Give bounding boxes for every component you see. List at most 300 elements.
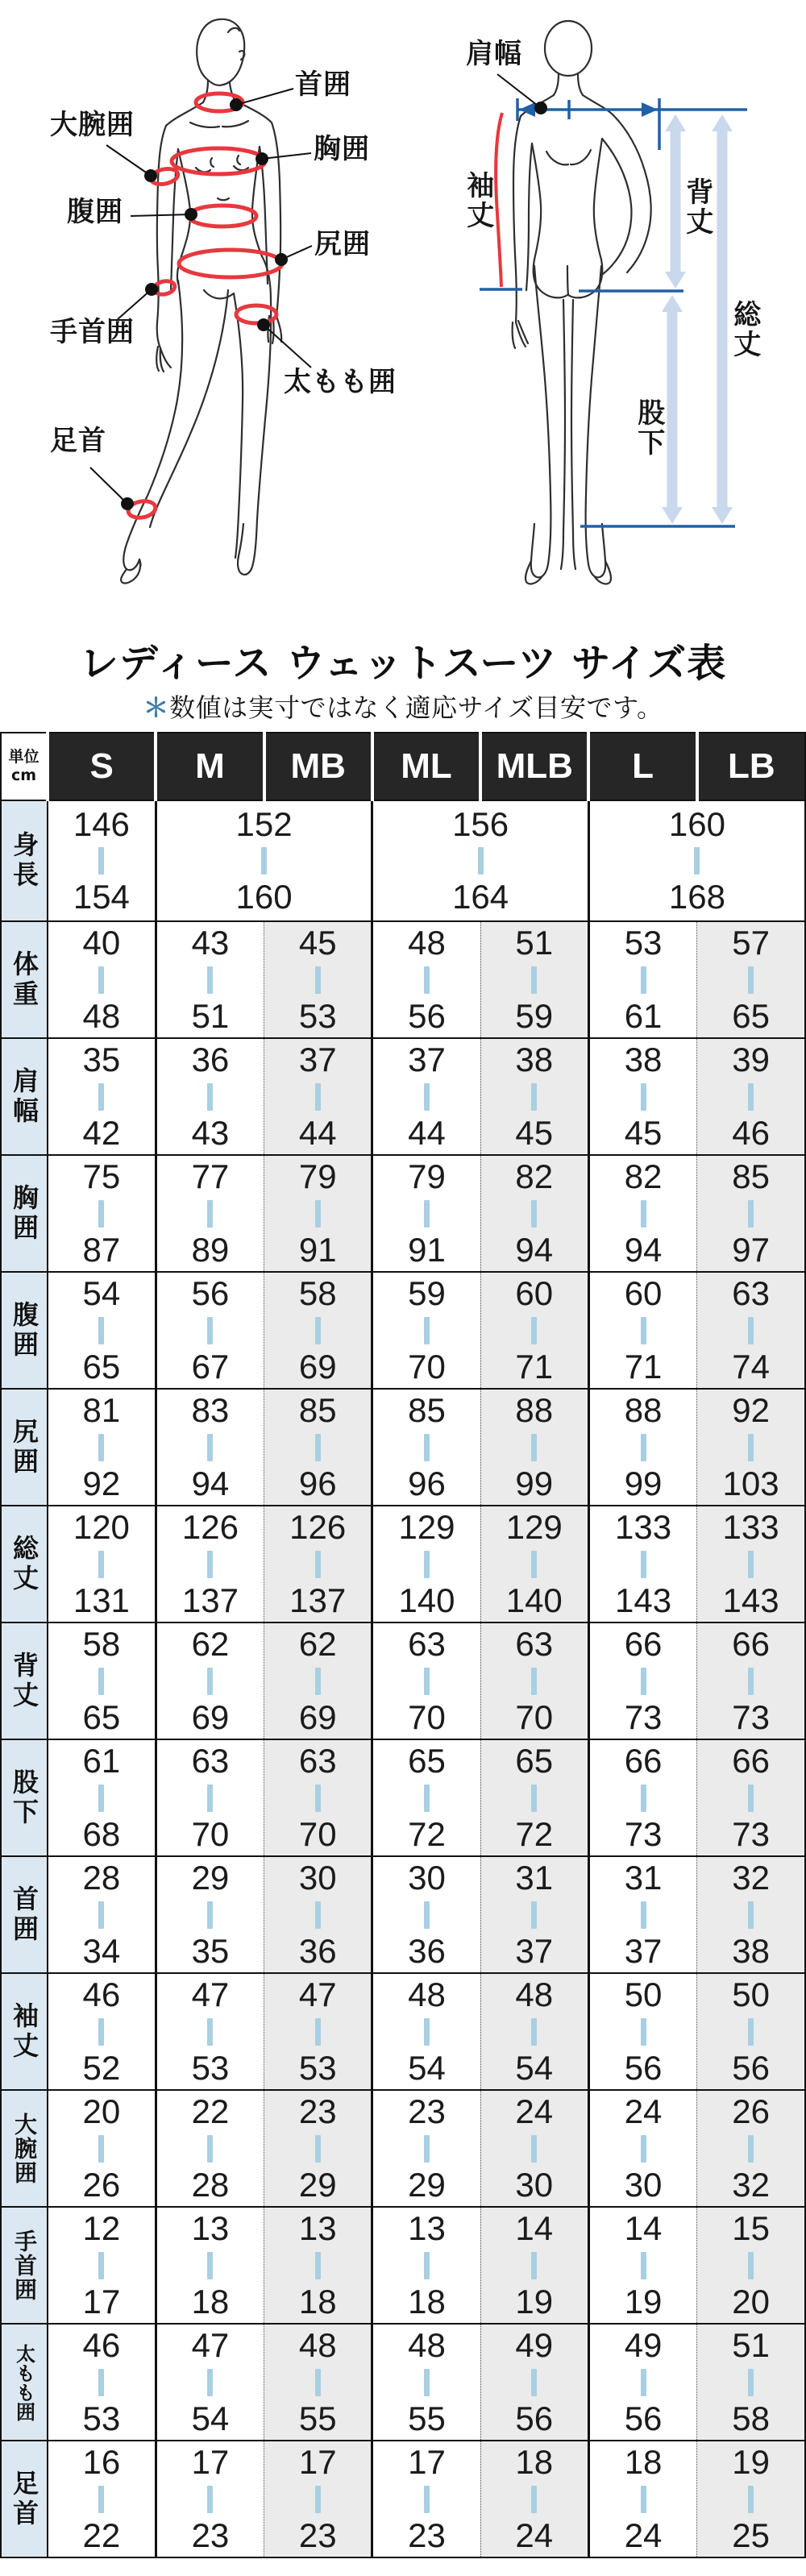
range-max: 54 [515,2048,554,2087]
size-cell-waist-M [156,1272,264,1389]
label-upper-arm-circumference: 大腕囲 [50,109,135,141]
range-separator [531,1083,537,1111]
range-max: 70 [515,1697,554,1736]
range-separator [207,1317,213,1344]
range-max: 53 [191,2048,230,2087]
range-max: 18 [408,2282,446,2320]
range-min: 59 [408,1274,446,1313]
range-min: 24 [624,2092,663,2131]
column-header-LB: LB [697,733,805,800]
row-ankle [1,2441,805,2557]
size-cell-thigh-MLB [480,2324,588,2441]
size-cell-shoulder-width-M [156,1038,264,1155]
row-back-length [1,1622,805,1739]
size-cell-neck-LB [697,1856,805,1973]
size-cell-chest-MB [264,1155,372,1272]
range-max: 58 [732,2399,770,2437]
row-header-total-length: 総丈 [1,1506,48,1622]
range-max: 42 [82,1113,121,1152]
range-max: 89 [191,1230,230,1269]
range-separator [748,2369,754,2396]
range-separator [748,1785,754,1812]
range-separator [98,1083,104,1111]
range-max: 51 [191,996,230,1035]
size-cell-total-length-MB [264,1506,372,1622]
size-cell-neck-MLB [480,1856,588,1973]
range-separator [748,1317,754,1344]
row-header-neck: 首囲 [1,1856,48,1973]
size-cell-waist-MB [264,1272,372,1389]
range-separator [748,966,754,994]
range-min: 88 [624,1391,663,1430]
range-min: 126 [289,1508,347,1547]
size-cell-height-S [48,800,156,921]
row-header-height: 身長 [1,800,48,921]
range-max: 37 [515,1931,554,1970]
range-separator [531,2369,537,2396]
unit-label-bottom: cm [10,767,37,784]
label-chest-circumference: 胸囲 [314,133,370,165]
range-min: 30 [298,1859,337,1897]
range-separator [694,847,700,875]
size-cell-wrist-MB [264,2207,372,2324]
size-cell-back-length-L [588,1622,696,1739]
range-separator [478,847,484,875]
range-separator [315,966,321,994]
range-min: 62 [298,1625,337,1664]
size-cell-thigh-M [156,2324,264,2441]
range-separator [207,966,213,994]
row-header-chest: 胸囲 [1,1155,48,1272]
range-min: 83 [191,1391,230,1430]
range-max: 96 [408,1464,446,1502]
range-min: 79 [408,1157,446,1196]
range-min: 40 [82,924,121,962]
range-min: 79 [298,1157,337,1196]
measurement-diagrams [0,0,806,611]
unit-cell [1,733,48,800]
range-separator [98,2486,104,2513]
range-max: 72 [408,1814,446,1853]
range-min: 65 [515,1742,554,1780]
range-min: 30 [408,1859,446,1897]
range-separator [641,2369,646,2396]
range-min: 85 [298,1391,337,1430]
range-max: 73 [732,1814,770,1853]
range-separator [315,1668,321,1695]
range-max: 43 [191,1113,230,1152]
range-max: 46 [732,1113,770,1152]
range-min: 82 [624,1157,663,1196]
size-cell-thigh-LB [697,2324,805,2441]
range-min: 47 [191,1976,230,2014]
range-separator [531,2018,537,2046]
range-max: 17 [82,2282,121,2320]
range-min: 47 [298,1976,337,2014]
range-min: 66 [732,1742,770,1780]
range-max: 56 [732,2048,770,2087]
size-cell-sleeve-length-L [588,1973,696,2090]
range-min: 50 [732,1976,770,2014]
range-max: 73 [624,1814,663,1853]
range-max: 28 [191,2165,230,2204]
range-max: 45 [624,1113,663,1152]
size-cell-shoulder-width-LB [697,1038,805,1155]
range-separator [315,1200,321,1228]
size-cell-back-length-MLB [480,1622,588,1739]
range-max: 30 [624,2165,663,2204]
range-min: 156 [452,804,509,843]
range-separator [531,1668,537,1695]
range-min: 61 [82,1742,121,1780]
range-min: 63 [515,1625,554,1664]
size-cell-upper-arm-S [48,2090,156,2207]
row-waist [1,1272,805,1389]
size-cell-waist-S [48,1272,156,1389]
size-cell-ankle-ML [372,2441,480,2557]
size-cell-chest-LB [697,1155,805,1272]
range-min: 58 [298,1274,337,1313]
size-cell-chest-M [156,1155,264,1272]
range-separator [531,1785,537,1812]
range-min: 54 [82,1274,121,1313]
range-separator [641,1551,646,1578]
range-max: 30 [515,2165,554,2204]
range-separator [98,847,104,875]
size-cell-upper-arm-LB [697,2090,805,2207]
column-header-MLB: MLB [480,733,588,800]
range-separator [748,2135,754,2163]
range-max: 71 [515,1347,554,1386]
range-max: 19 [624,2282,663,2320]
range-separator [641,966,646,994]
range-max: 70 [191,1814,230,1853]
range-min: 48 [515,1976,554,2014]
range-separator [424,2018,430,2046]
size-cell-weight-MB [264,921,372,1038]
range-max: 45 [515,1113,554,1152]
range-max: 87 [82,1230,121,1269]
range-min: 57 [732,924,770,962]
range-min: 66 [624,1625,663,1664]
range-max: 24 [515,2516,554,2554]
range-min: 46 [82,2326,121,2365]
range-max: 143 [615,1581,672,1619]
range-min: 12 [82,2209,121,2248]
range-max: 56 [408,996,446,1035]
size-cell-upper-arm-L [588,2090,696,2207]
size-cell-upper-arm-MLB [480,2090,588,2207]
range-separator [315,2018,321,2046]
size-cell-neck-ML [372,1856,480,1973]
range-separator [315,2252,321,2279]
range-min: 56 [191,1274,230,1313]
size-cell-weight-ML [372,921,480,1038]
range-max: 23 [298,2516,337,2554]
size-cell-sleeve-length-MLB [480,1973,588,2090]
size-cell-ankle-MLB [480,2441,588,2557]
sleeve-length-line [496,113,502,287]
size-cell-weight-M [156,921,264,1038]
range-separator [748,2252,754,2279]
range-min: 18 [624,2443,663,2482]
range-min: 45 [298,924,337,962]
range-separator [98,2018,104,2046]
size-cell-ankle-S [48,2441,156,2557]
range-separator [748,1901,754,1929]
size-cell-upper-arm-MB [264,2090,372,2207]
range-separator [531,1551,537,1578]
size-cell-total-length-L [588,1506,696,1622]
range-separator [424,2252,430,2279]
range-separator [98,1901,104,1929]
range-min: 31 [624,1859,663,1897]
range-max: 65 [82,1697,121,1736]
range-min: 36 [191,1041,230,1079]
range-min: 92 [732,1391,770,1430]
row-shoulder-width [1,1038,805,1155]
size-cell-back-length-S [48,1622,156,1739]
range-max: 67 [191,1347,230,1386]
range-min: 63 [191,1742,230,1780]
range-max: 91 [298,1230,337,1269]
range-separator [207,2018,213,2046]
range-separator [98,1317,104,1344]
range-min: 152 [235,804,293,843]
range-separator [641,2135,646,2163]
range-separator [424,2135,430,2163]
range-separator [531,1901,537,1929]
row-thigh [1,2324,805,2441]
size-cell-shoulder-width-MB [264,1038,372,1155]
range-min: 26 [732,2092,770,2131]
range-max: 164 [452,878,509,916]
size-cell-height-M-MB [156,800,372,921]
range-separator [531,2135,537,2163]
range-separator [424,966,430,994]
range-separator [748,1200,754,1228]
range-max: 143 [722,1581,779,1619]
label-inseam: 股下 [632,398,665,458]
size-cell-hip-ML [372,1389,480,1506]
row-hip [1,1389,805,1506]
measure-lines-blue [480,98,747,526]
range-separator [315,1551,321,1578]
range-separator [641,2018,646,2046]
range-min: 50 [624,1976,663,2014]
size-cell-sleeve-length-S [48,1973,156,2090]
range-max: 56 [515,2399,554,2437]
range-max: 69 [298,1347,337,1386]
unit-label-top: 単位 [8,748,39,767]
row-header-waist: 腹囲 [1,1272,48,1389]
range-max: 29 [298,2165,337,2204]
row-header-inseam: 股下 [1,1739,48,1856]
size-cell-neck-M [156,1856,264,1973]
size-cell-wrist-ML [372,2207,480,2324]
range-separator [207,1668,213,1695]
range-max: 34 [82,1931,121,1970]
size-cell-waist-LB [697,1272,805,1389]
range-min: 28 [82,1859,121,1897]
range-min: 48 [408,2326,446,2365]
range-max: 65 [82,1347,121,1386]
range-max: 94 [624,1230,663,1269]
range-min: 62 [191,1625,230,1664]
range-min: 37 [298,1041,337,1079]
range-separator [424,1317,430,1344]
range-max: 53 [298,996,337,1035]
range-max: 137 [289,1581,347,1619]
range-max: 70 [298,1814,337,1853]
label-sleeve-length: 袖丈 [461,171,494,231]
size-cell-inseam-LB [697,1739,805,1856]
size-table [0,732,806,2558]
range-separator [424,2369,430,2396]
range-separator [531,966,537,994]
size-cell-back-length-ML [372,1622,480,1739]
range-min: 37 [408,1041,446,1079]
range-max: 23 [191,2516,230,2554]
label-ankle: 足首 [50,425,106,457]
range-max: 168 [668,878,725,916]
range-min: 29 [191,1859,230,1897]
range-max: 137 [181,1581,239,1619]
range-max: 96 [298,1464,337,1502]
range-max: 69 [191,1697,230,1736]
range-min: 146 [73,804,130,843]
size-cell-sleeve-length-MB [264,1973,372,2090]
size-cell-wrist-M [156,2207,264,2324]
size-cell-shoulder-width-MLB [480,1038,588,1155]
range-min: 88 [515,1391,554,1430]
range-separator [424,1200,430,1228]
range-min: 66 [624,1742,663,1780]
size-cell-upper-arm-ML [372,2090,480,2207]
range-max: 73 [732,1697,770,1736]
range-separator [98,1200,104,1228]
range-max: 53 [298,2048,337,2087]
range-min: 120 [73,1508,130,1547]
range-separator [641,1901,646,1929]
range-separator [315,2369,321,2396]
size-cell-inseam-MB [264,1739,372,1856]
size-cell-weight-MLB [480,921,588,1038]
label-waist-circumference: 腹囲 [67,196,123,228]
range-min: 31 [515,1859,554,1897]
range-max: 54 [408,2048,446,2087]
row-header-back-length: 背丈 [1,1622,48,1739]
range-separator [748,1083,754,1111]
range-min: 66 [732,1625,770,1664]
range-separator [207,1434,213,1461]
column-header-MB: MB [264,733,372,800]
range-separator [424,1901,430,1929]
range-separator [98,1785,104,1812]
range-max: 20 [732,2282,770,2320]
range-separator [315,2135,321,2163]
range-separator [207,1785,213,1812]
range-separator [748,2018,754,2046]
row-chest [1,1155,805,1272]
size-cell-waist-L [588,1272,696,1389]
range-max: 61 [624,996,663,1035]
range-min: 65 [408,1742,446,1780]
range-separator [748,1551,754,1578]
row-upper-arm [1,2090,805,2207]
row-header-shoulder-width: 肩幅 [1,1038,48,1155]
size-cell-chest-ML [372,1155,480,1272]
range-max: 23 [408,2516,446,2554]
range-min: 129 [505,1508,563,1547]
range-separator [424,1434,430,1461]
row-header-weight: 体重 [1,921,48,1038]
range-max: 160 [235,878,293,916]
range-min: 126 [181,1508,239,1547]
size-cell-total-length-S [48,1506,156,1622]
label-total-length: 総丈 [728,300,761,359]
range-min: 20 [82,2092,121,2131]
range-separator [531,1200,537,1228]
range-min: 14 [515,2209,554,2248]
range-min: 15 [732,2209,770,2248]
range-min: 133 [615,1508,672,1547]
range-max: 94 [191,1464,230,1502]
range-min: 39 [732,1041,770,1079]
range-max: 70 [408,1347,446,1386]
row-total-length [1,1506,805,1622]
label-hip-circumference: 尻囲 [314,228,371,260]
range-max: 73 [624,1697,663,1736]
range-separator [424,1083,430,1111]
size-cell-wrist-S [48,2207,156,2324]
range-separator [315,1785,321,1812]
size-cell-ankle-MB [264,2441,372,2557]
size-cell-height-ML-MLB [372,800,589,921]
range-separator [207,2135,213,2163]
size-cell-total-length-M [156,1506,264,1622]
range-max: 72 [515,1814,554,1853]
range-min: 17 [191,2443,230,2482]
range-separator [748,1668,754,1695]
range-max: 97 [732,1230,770,1269]
size-cell-hip-S [48,1389,156,1506]
range-max: 92 [82,1464,121,1502]
range-separator [98,1551,104,1578]
leader-dot-shoulder [534,102,547,114]
note-asterisk: ＊ [143,692,170,723]
label-shoulder-width: 肩幅 [466,38,522,70]
size-cell-total-length-ML [372,1506,480,1622]
range-separator [424,1668,430,1695]
size-cell-ankle-LB [697,2441,805,2557]
range-min: 49 [624,2326,663,2365]
range-max: 18 [298,2282,337,2320]
range-min: 13 [191,2209,230,2248]
range-min: 23 [408,2092,446,2131]
range-max: 24 [624,2516,663,2554]
range-min: 38 [515,1041,554,1079]
range-min: 18 [515,2443,554,2482]
ring-waist [189,206,256,226]
range-max: 25 [732,2516,770,2554]
row-neck [1,1856,805,1973]
range-min: 48 [408,924,446,962]
size-cell-total-length-MLB [480,1506,588,1622]
size-cell-thigh-MB [264,2324,372,2441]
range-min: 16 [82,2443,121,2482]
range-min: 85 [732,1157,770,1196]
